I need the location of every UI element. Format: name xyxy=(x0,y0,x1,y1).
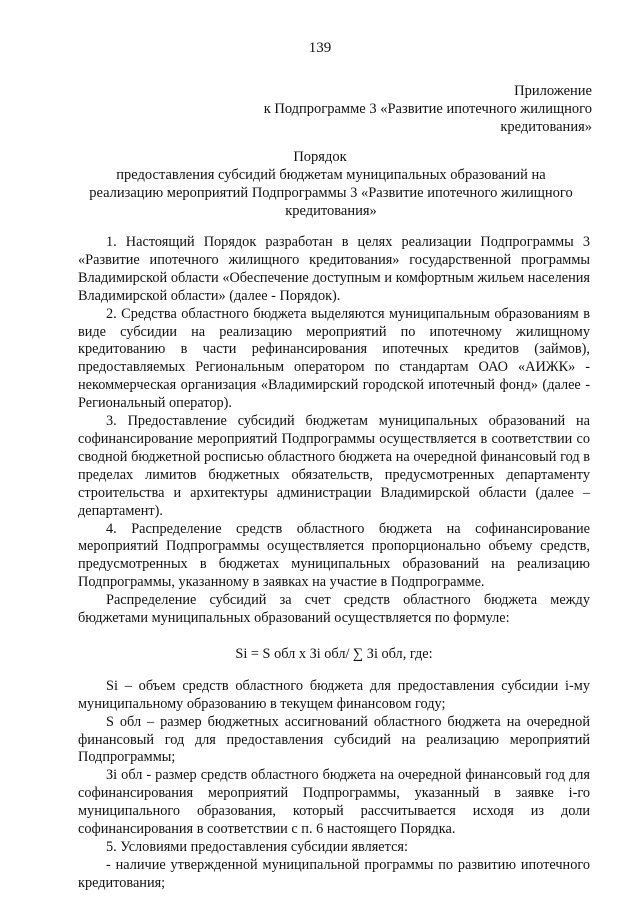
appendix-header xyxy=(262,82,592,136)
paragraph-5: Распределение субсидий за счет средств областного бюджета между бюджетами муниципальных образований осуществляется по формуле: xyxy=(78,592,590,627)
paragraph-4: 4. Распределение средств областного бюджета на софинансирование мероприятий Подпрограммы осуществляется пропорционально объему средств, предусмотренных в бюджетах муниципальных образований на реализацию Подпрограммы, указанному в заявках на участие в Подпрограмме. xyxy=(78,520,590,591)
definition-s-obl: S обл – размер бюджетных ассигнований областного бюджета на очередной финансовый год для предоставления субсидий на реализацию мероприятий Подпрограммы; xyxy=(78,713,590,766)
definition-zi-obl: Зi обл - размер средств областного бюджета на очередной финансовый год для софинансирования мероприятий Подпрограммы, указанный в заявке i-го муниципального образования, который рассчитывается исходя из доли софинансирования в соответствии с п. 6 настоящего Порядка. xyxy=(78,767,590,838)
definition-si: Si – объем средств областного бюджета для предоставления субсидии i-му муниципальному образованию в текущем финансовом году; xyxy=(78,677,590,712)
paragraph-conditions: 5. Условиями предоставления субсидии является: xyxy=(106,839,408,855)
appendix-label: Приложение xyxy=(514,83,592,99)
document-title: Порядок xyxy=(293,149,347,165)
paragraph-3: 3. Предоставление субсидий бюджетам муниципальных образований на софинансирование мероприятий Подпрограммы осуществляется в соответствии со сводной бюджетной росписью областного бюджета на очередной финансовый год в пределах лимитов бюджетных обязательств, предусмотренных департаменту строительства и архитектуры администрации Владимирской области (далее – департамент). xyxy=(78,413,590,519)
page-number: 139 xyxy=(308,40,332,56)
paragraph-1: 1. Настоящий Порядок разработан в целях реализации Подпрограммы 3 «Развитие ипотечного жилищного кредитования» государственной программы Владимирской области «Обеспечение доступным и комфортным жильем населения Владимирской области» (далее - Порядок). xyxy=(78,234,590,304)
distribution-formula: Si = S обл х Зi обл/ ∑ Зi обл, где: xyxy=(235,645,433,662)
document-body xyxy=(78,234,590,893)
document-subtitle: предоставления субсидий бюджетам муниципальных образований на реализацию мероприятий Подпрограммы 3 «Развитие ипотечного жилищного кредитования» xyxy=(89,167,573,219)
condition-item-1: - наличие утвержденной муниципальной программы по развитию ипотечного кредитования; xyxy=(78,856,590,891)
appendix-reference: к Подпрограмме 3 «Развитие ипотечного жилищного кредитования» xyxy=(263,101,592,135)
paragraph-2: 2. Средства областного бюджета выделяются муниципальным образованиям в виде субсидии на реализацию мероприятий по ипотечному жилищному кредитованию в части рефинансирования ипотечных кредитов (займов), предоставляемых Региональным оператором по стандартам ОАО «АИЖК» - некоммерческая организация «Владимирский городской ипотечный фонд» (далее - Региональный оператор). xyxy=(78,305,590,412)
